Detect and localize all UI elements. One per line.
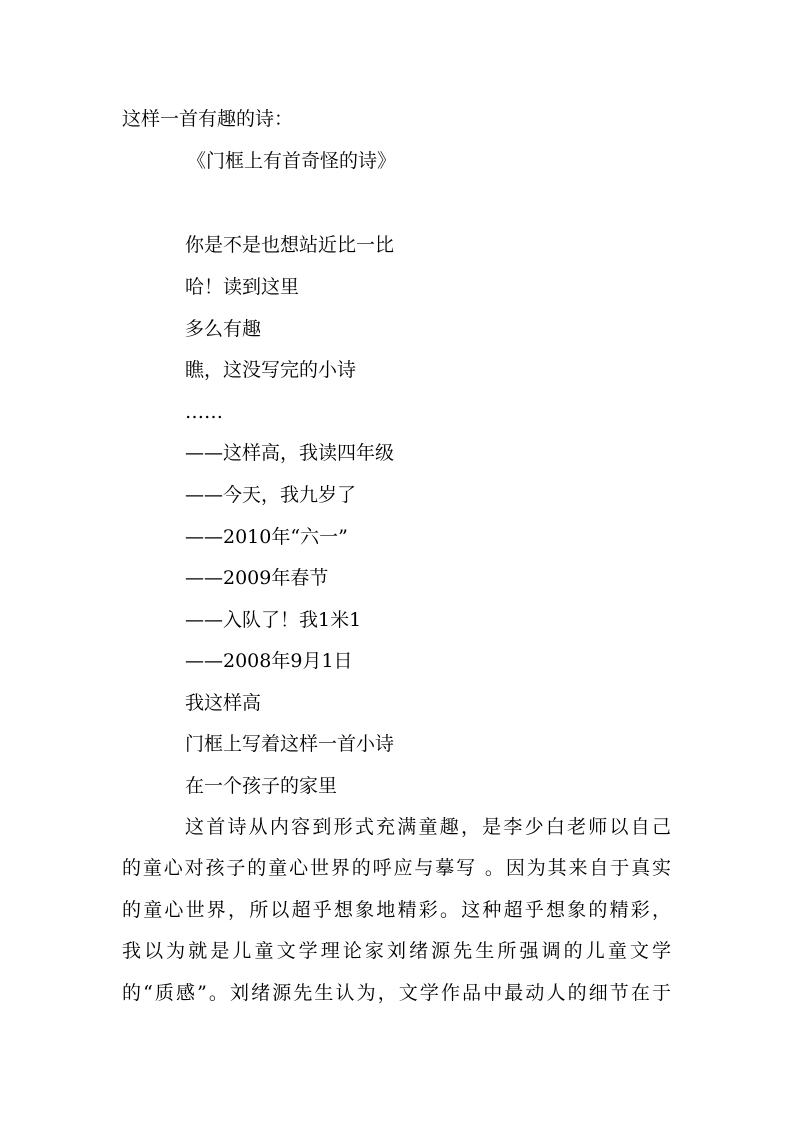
- poem-line: 你是不是也想站近比一比: [185, 234, 395, 256]
- essay-line: 这首诗从内容到形式充满童趣，是李少白老师以自己: [185, 816, 671, 838]
- poem-line: 门框上写着这样一首小诗: [185, 733, 395, 755]
- poem-line: 我这样高: [185, 692, 262, 714]
- essay-line: 我以为就是儿童文学理论家刘绪源先生所强调的儿童文学: [122, 940, 671, 962]
- poem-line: ——入队了！我1米1: [185, 609, 362, 631]
- poem-line: ——2010年“六一”: [185, 526, 348, 548]
- intro-sentence: 这样一首有趣的诗：: [122, 108, 294, 130]
- poem-title: 《门框上有首奇怪的诗》: [187, 150, 397, 172]
- poem-line: ……: [185, 401, 223, 423]
- essay-line: 的童心世界，所以超乎想象地精彩。这种超乎想象的精彩，: [122, 899, 671, 921]
- essay-line: 的“质感”。刘绪源先生认为，文学作品中最动人的细节在于: [122, 982, 671, 1004]
- poem-line: ——今天，我九岁了: [185, 484, 357, 506]
- poem-line: 多么有趣: [185, 318, 262, 340]
- essay-line: 的童心对孩子的童心世界的呼应与摹写 。因为其来自于真实: [122, 857, 671, 879]
- poem-line: 哈！读到这里: [185, 276, 300, 298]
- poem-line: 瞧，这没写完的小诗: [185, 359, 357, 381]
- poem-line: ——2009年春节: [185, 567, 329, 589]
- poem-line: 在一个孩子的家里: [185, 775, 338, 797]
- poem-line: ——这样高，我读四年级: [185, 442, 395, 464]
- poem-line: ——2008年9月1日: [185, 650, 353, 672]
